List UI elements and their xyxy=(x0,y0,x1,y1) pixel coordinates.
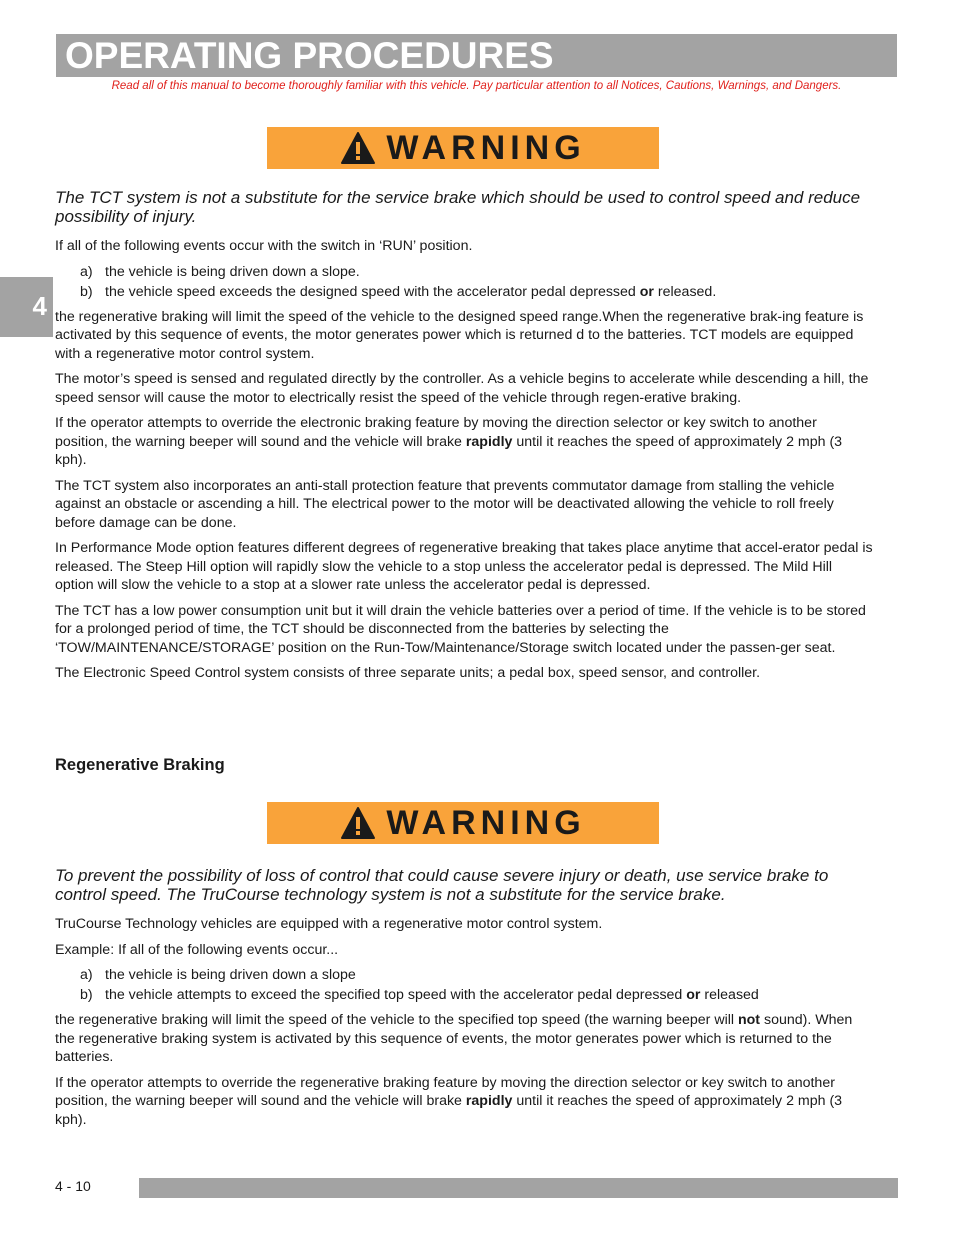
section-heading: Regenerative Braking xyxy=(55,756,225,774)
page-number: 4 - 10 xyxy=(55,1178,91,1194)
footer-bar xyxy=(139,1178,898,1198)
list-item: b) the vehicle speed exceeds the designed speed with the accelerator pedal depressed or released. xyxy=(80,283,717,300)
list-item: b) the vehicle attempts to exceed the specified top speed with the accelerator pedal depressed or released xyxy=(80,987,759,1003)
warning-label: WARNING xyxy=(386,804,586,842)
chapter-tab: 4 xyxy=(0,277,53,337)
paragraph: the regenerative braking will limit the speed of the vehicle to the specified top speed (the warning beeper will not sound). When the regenerative braking system is activated by this sequence of events, the motor generates power which is returned to the batteries. xyxy=(55,1012,853,1065)
page-title: OPERATING PROCEDURES xyxy=(65,35,554,76)
page-subtitle: Read all of this manual to become thoroughly familiar with this vehicle. Pay particular attention to all Notices, Cautions, Warnings, and Dangers. xyxy=(111,80,842,92)
event-list xyxy=(80,965,873,1005)
warning-label: WARNING xyxy=(386,129,586,167)
paragraph: The Electronic Speed Control system consists of three separate units; a pedal box, speed sensor, and controller. xyxy=(55,665,761,681)
paragraph: Example: If all of the following events occur... xyxy=(55,941,339,958)
section-tct xyxy=(55,188,873,683)
warning-triangle-icon xyxy=(340,806,376,840)
list-item: a) the vehicle is being driven down a slope xyxy=(80,967,356,983)
warning-banner xyxy=(267,802,659,844)
paragraph: the regenerative braking will limit the speed of the vehicle to the designed speed range.When the regenerative brak-ing feature is activated by this sequence of events, the motor generates power which is returned d to the batteries. TCT models are equipped with a regenerative motor control system. xyxy=(55,308,864,362)
paragraph: If the operator attempts to override the electronic braking feature by moving the direction selector or key switch to another position, the warning beeper will sound and the vehicle will brake rapidly until it reaches the speed of approximately 2 mph (3 kph). xyxy=(55,415,843,468)
paragraph: TruCourse Technology vehicles are equipped with a regenerative motor control system. xyxy=(55,916,603,932)
paragraph: The TCT system also incorporates an anti-stall protection feature that prevents commutator damage from stalling the vehicle against an obstacle or ascending a hill. The electrical power to the motor will be deactivated allowing the vehicle to roll freely before damage can be done. xyxy=(55,477,835,531)
warning-banner xyxy=(267,127,659,169)
warning-text: To prevent the possibility of loss of control that could cause severe injury or death, use service brake to control speed. The TruCourse technology system is not a substitute for the service brake. xyxy=(55,866,829,904)
list-item: a) the vehicle is being driven down a slope. xyxy=(80,263,360,280)
title-bar xyxy=(56,34,897,77)
paragraph: If the operator attempts to override the regenerative braking feature by moving the direction selector or key switch to another position, the warning beeper will sound and the vehicle will brake rapidly until it reaches the speed of approximately 2 mph (3 kph). xyxy=(55,1074,843,1128)
paragraph: If all of the following events occur with the switch in ‘RUN’ position. xyxy=(55,238,473,254)
paragraph: The TCT has a low power consumption unit but it will drain the vehicle batteries over a period of time. If the vehicle is to be stored for a prolonged period of time, the TCT should be disconnected from the batteries by selecting the ‘TOW/MAINTENANCE/STORAGE’ position on the Run-Tow/Maintenance/Storage switch located under the passen-ger seat. xyxy=(55,602,866,656)
paragraph: In Performance Mode option features different degrees of regenerative breaking that takes place anytime that accel-erator pedal is released. The Steep Hill option will rapidly slow the vehicle to a stop unless the accelerator pedal is depressed. The Mild Hill option will slow the vehicle to a stop at a slower rate unless the accelerator pedal is depressed. xyxy=(55,540,873,593)
section-regenerative xyxy=(55,866,873,1129)
warning-triangle-icon xyxy=(340,131,376,165)
warning-text: The TCT system is not a substitute for the service brake which should be used to control speed and reduce possibility of injury. xyxy=(55,188,861,226)
event-list xyxy=(80,262,873,302)
paragraph: The motor’s speed is sensed and regulated directly by the controller. As a vehicle begins to accelerate while descending a hill, the speed sensor will cause the motor to electrically resist the speed of the vehicle through regen-erative braking. xyxy=(55,371,869,406)
